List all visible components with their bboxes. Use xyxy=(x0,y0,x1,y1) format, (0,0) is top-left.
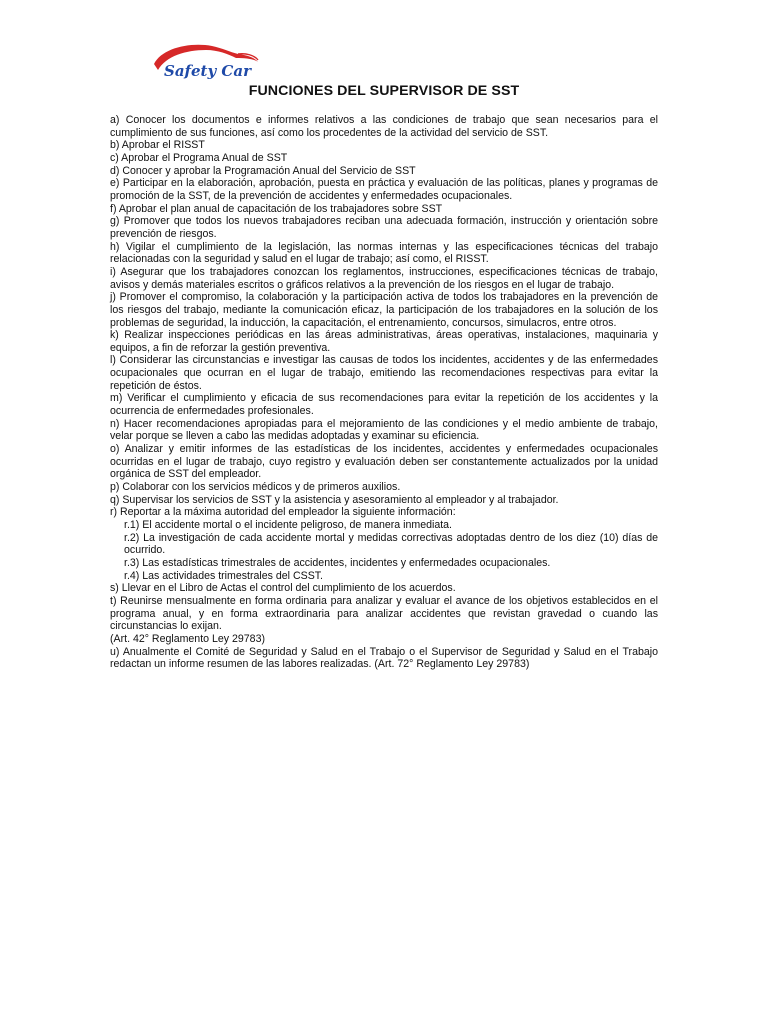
function-item-paragraph: k) Realizar inspecciones periódicas en las áreas administrativas, áreas operativas, instalaciones, maquinaria y equipos, a fin de reforzar la gestión preventiva. xyxy=(110,329,658,354)
sub-item-paragraph: r.3) Las estadísticas trimestrales de accidentes, incidentes y enfermedades ocupacionales. xyxy=(124,556,551,569)
document-title: FUNCIONES DEL SUPERVISOR DE SST xyxy=(248,83,520,99)
sub-item-paragraph: r.4) Las actividades trimestrales del CSST. xyxy=(124,569,324,582)
function-item-paragraph: g) Promover que todos los nuevos trabajadores reciban una adecuada formación, instrucción y orientación sobre prevención de riesgos. xyxy=(110,215,658,240)
car-swoosh-icon xyxy=(150,40,262,86)
function-item-paragraph: c) Aprobar el Programa Anual de SST xyxy=(110,151,288,164)
function-item-paragraph: e) Participar en la elaboración, aprobación, puesta en práctica y evaluación de las políticas, planes y programas de promoción de la SST, de la prevención de accidentes y enfermedades ocupacionales. xyxy=(110,177,658,202)
function-item-paragraph: r) Reportar a la máxima autoridad del empleador la siguiente información: xyxy=(110,506,456,519)
function-item-paragraph: o) Analizar y emitir informes de las estadísticas de los incidentes, accidentes y enfermedades ocupacionales ocurridas en el lugar de trabajo, cuyo registro y evaluación deben ser constantemente actualizados por la unidad orgánica de SST del empleador. xyxy=(110,443,658,481)
company-logo xyxy=(150,40,262,86)
function-item-paragraph: j) Promover el compromiso, la colaboración y la participación activa de todos los trabajadores en la prevención de los riesgos del trabajo, mediante la comunicación eficaz, la participación de los trabajadores en la solución de los problemas de seguridad, la inducción, la capacitación, el entrenamiento, concursos, simulacros, entre otros. xyxy=(110,291,658,329)
function-item-paragraph: (Art. 42° Reglamento Ley 29783) xyxy=(110,632,265,645)
function-item-paragraph: p) Colaborar con los servicios médicos y de primeros auxilios. xyxy=(110,481,401,494)
sub-item-paragraph: r.1) El accidente mortal o el incidente peligroso, de manera inmediata. xyxy=(124,519,452,531)
function-item-paragraph: b) Aprobar el RISST xyxy=(110,139,205,152)
sub-item-paragraph: r.2) La investigación de cada accidente mortal y medidas correctivas adoptadas dentro de los diez (10) días de ocurrido. xyxy=(124,531,658,557)
function-item-paragraph: f) Aprobar el plan anual de capacitación de los trabajadores sobre SST xyxy=(110,202,443,215)
function-item-paragraph: l) Considerar las circunstancias e investigar las causas de todos los incidentes, accidentes y de las enfermedades ocupacionales que ocurran en el lugar de trabajo, emitiendo las recomendaciones respectivas para evitar la repetición de éstos. xyxy=(110,354,658,392)
document-body xyxy=(110,114,658,671)
function-item-paragraph: i) Asegurar que los trabajadores conozcan los reglamentos, instrucciones, especificaciones técnicas de trabajo, avisos y demás materiales escritos o gráficos relativos a la prevención de los riesgos en el lugar de trabajo. xyxy=(110,265,658,291)
function-item-paragraph: h) Vigilar el cumplimiento de la legislación, las normas internas y las especificaciones técnicas del trabajo relacionadas con la seguridad y salud en el lugar de trabajo; así como, el RISST. xyxy=(110,240,658,266)
function-item-paragraph: n) Hacer recomendaciones apropiadas para el mejoramiento de las condiciones y el medio ambiente de trabajo, velar porque se lleven a cabo las medidas adoptadas y examinar su eficiencia. xyxy=(110,417,658,443)
function-item-paragraph: q) Supervisar los servicios de SST y la asistencia y asesoramiento al empleador y al trabajador. xyxy=(110,493,559,506)
function-item-paragraph: u) Anualmente el Comité de Seguridad y Salud en el Trabajo o el Supervisor de Seguridad y Salud en el Trabajo redactan un informe resumen de las labores realizadas. (Art. 72° Reglamento Ley 29783) xyxy=(110,645,658,671)
function-item-paragraph: m) Verificar el cumplimiento y eficacia de sus recomendaciones para evitar la repetición de los accidentes y la ocurrencia de enfermedades profesionales. xyxy=(110,392,658,418)
function-item-paragraph: t) Reunirse mensualmente en forma ordinaria para analizar y evaluar el avance de los objetivos establecidos en el programa anual, y en forma extraordinaria para analizar accidentes que revistan gravedad o cuando las circunstancias lo exijan. xyxy=(110,594,658,633)
function-item-paragraph: s) Llevar en el Libro de Actas el control del cumplimiento de los acuerdos. xyxy=(110,582,456,595)
function-item-paragraph: a) Conocer los documentos e informes relativos a las condiciones de trabajo que sean necesarios para el cumplimiento de sus funciones, así como los procedentes de la actividad del servicio de SST. xyxy=(110,114,658,139)
svg-text:Safety Car: Safety Car xyxy=(164,62,251,80)
function-item-paragraph: d) Conocer y aprobar la Programación Anual del Servicio de SST xyxy=(110,164,416,177)
